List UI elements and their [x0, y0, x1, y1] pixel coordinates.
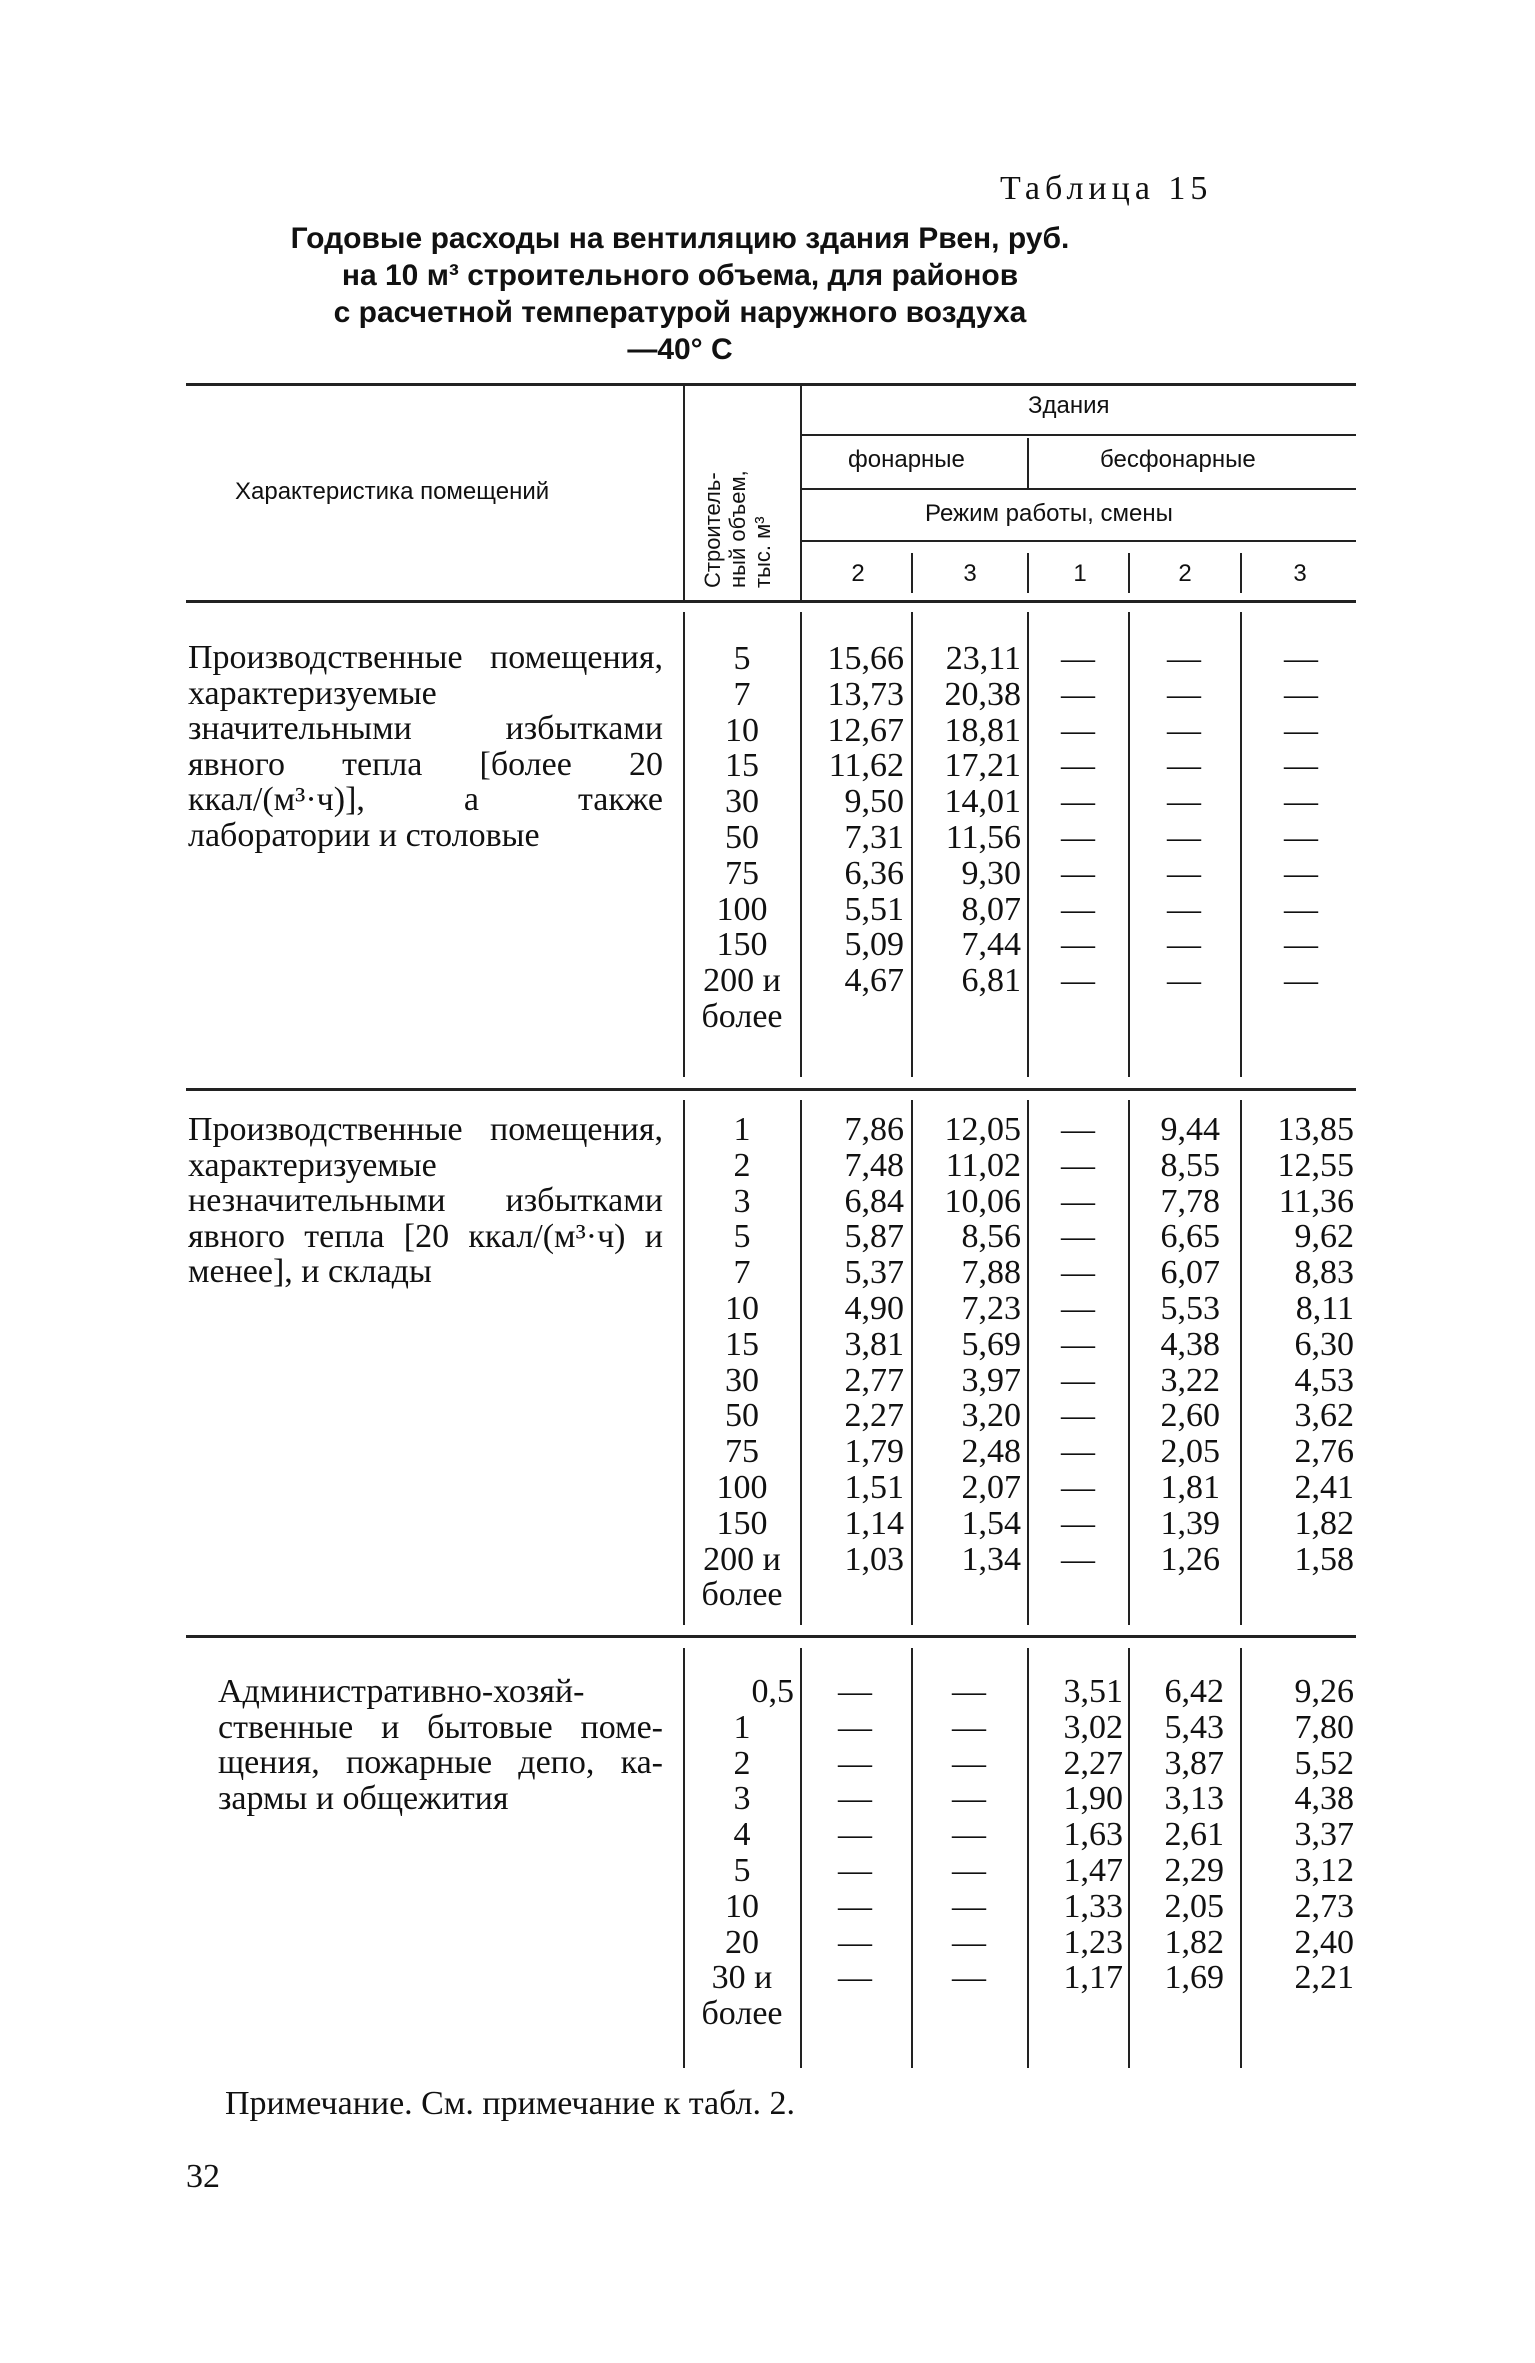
- value-cell: —: [1061, 1289, 1095, 1327]
- table-number: Таблица 15: [1000, 170, 1213, 207]
- value-cell: 1,33: [1063, 1887, 1123, 1925]
- section-1-divider-4: [1027, 612, 1029, 1077]
- volume-cell: 30: [725, 783, 759, 821]
- value-cell: —: [838, 1780, 872, 1818]
- header-no-lantern: бесфонарные: [1100, 446, 1256, 473]
- value-cell: —: [1061, 1111, 1095, 1148]
- value-cell: 2,41: [1294, 1468, 1354, 1506]
- section-rule-2: [186, 1635, 1356, 1638]
- value-cell: —: [1061, 1218, 1095, 1256]
- volume-cell: 3: [733, 1780, 751, 1818]
- table-note: Примечание. См. примечание к табл. 2.: [225, 2085, 795, 2122]
- section-3-divider-6: [1240, 1648, 1242, 2068]
- value-cell: 15,66: [827, 640, 904, 677]
- section-3-divider-1: [683, 1648, 685, 2068]
- value-cell: —: [1284, 926, 1318, 964]
- value-cell: 1,63: [1063, 1816, 1123, 1854]
- value-cell: —: [952, 1959, 986, 1997]
- section-1-divider-3: [911, 612, 913, 1077]
- header-divider-shift-4: [1240, 553, 1242, 593]
- section-3-divider-3: [911, 1648, 913, 2068]
- value-cell: 10,06: [944, 1182, 1021, 1220]
- value-cell: 5,53: [1160, 1289, 1220, 1327]
- value-cell: —: [1061, 1361, 1095, 1399]
- value-cell: —: [1284, 890, 1318, 928]
- value-cell: —: [1284, 747, 1318, 785]
- value-cell: 1,26: [1160, 1540, 1220, 1578]
- value-cell: 4,67: [844, 962, 904, 1000]
- volume-cell: 7: [733, 1254, 751, 1292]
- value-cell: 13,73: [827, 675, 904, 713]
- value-cell: 5,51: [844, 890, 904, 928]
- value-cell: 2,76: [1294, 1433, 1354, 1471]
- value-cell: 23,11: [945, 640, 1021, 677]
- value-cell: —: [1284, 854, 1318, 892]
- value-cell: 2,48: [961, 1433, 1021, 1471]
- value-cell: 7,86: [844, 1111, 904, 1148]
- value-cell: 7,31: [844, 818, 904, 856]
- value-cell: —: [1061, 1182, 1095, 1220]
- value-cell: 6,30: [1294, 1325, 1354, 1363]
- table-title-line-3: с расчетной температурой наружного воздуха: [333, 296, 1027, 329]
- section-1-divider-5: [1128, 612, 1130, 1077]
- value-cell: —: [1061, 854, 1095, 892]
- header-divider-shift-1: [911, 553, 913, 593]
- value-cell: —: [952, 1708, 986, 1746]
- volume-cell: 7: [733, 675, 751, 713]
- value-cell: 3,13: [1164, 1780, 1224, 1818]
- page-number: 32: [186, 2158, 220, 2195]
- header-shift-lantern-2: 2: [851, 560, 865, 587]
- value-cell: 2,27: [844, 1397, 904, 1435]
- value-cell: 2,77: [844, 1361, 904, 1399]
- value-cell: 8,83: [1294, 1254, 1354, 1292]
- value-cell: 5,52: [1294, 1744, 1354, 1782]
- value-cell: 3,02: [1063, 1708, 1123, 1746]
- value-cell: 7,80: [1294, 1708, 1354, 1746]
- value-cell: —: [1284, 818, 1318, 856]
- section-3-nolantern-2: [1134, 1674, 1224, 1996]
- value-cell: 2,29: [1164, 1851, 1224, 1889]
- section-2-nolantern-2: [1134, 1112, 1220, 1577]
- value-cell: —: [1061, 1146, 1095, 1184]
- value-cell: 3,51: [1063, 1673, 1123, 1710]
- header-rule-type: [800, 488, 1356, 490]
- volume-cell: 100: [716, 890, 768, 928]
- value-cell: 1,69: [1164, 1959, 1224, 1997]
- header-lantern: фонарные: [848, 446, 965, 473]
- value-cell: —: [1061, 1433, 1095, 1471]
- value-cell: —: [1061, 1468, 1095, 1506]
- header-divider-shift-3: [1128, 553, 1130, 593]
- volume-cell: 10: [725, 711, 759, 749]
- value-cell: 1,58: [1294, 1540, 1354, 1578]
- header-top-rule: [186, 383, 1356, 386]
- volume-cell: 1: [733, 1111, 751, 1148]
- value-cell: 4,38: [1160, 1325, 1220, 1363]
- volume-cell: более: [701, 1576, 783, 1614]
- volume-cell: 4: [733, 1816, 751, 1854]
- value-cell: —: [838, 1923, 872, 1961]
- section-rule-1: [186, 1088, 1356, 1091]
- value-cell: —: [1167, 711, 1201, 749]
- value-cell: —: [838, 1851, 872, 1889]
- value-cell: 1,39: [1160, 1504, 1220, 1542]
- header-buildings: Здания: [1028, 392, 1110, 419]
- value-cell: —: [1284, 640, 1318, 677]
- header-shift-nolantern-1: 1: [1073, 560, 1087, 587]
- volume-cell: 15: [725, 747, 759, 785]
- value-cell: 1,54: [961, 1504, 1021, 1542]
- value-cell: 2,27: [1063, 1744, 1123, 1782]
- value-cell: 5,87: [844, 1218, 904, 1256]
- section-2-divider-6: [1240, 1100, 1242, 1625]
- value-cell: 12,55: [1277, 1146, 1354, 1184]
- value-cell: 2,40: [1294, 1923, 1354, 1961]
- section-1-description: Производственные помещения, характеризуемые значительными избытками явного тепла [более 20 ккал/(м³·ч)], а также лаборатории и столовые: [188, 639, 663, 854]
- value-cell: —: [838, 1959, 872, 1997]
- value-cell: —: [838, 1673, 872, 1710]
- value-cell: —: [1061, 747, 1095, 785]
- table-title-line-1: Годовые расходы на вентиляцию здания Pвен, руб.: [290, 222, 1070, 255]
- value-cell: —: [952, 1780, 986, 1818]
- volume-cell: 10: [725, 1289, 759, 1327]
- volume-cell: 1: [733, 1708, 751, 1746]
- volume-cell: 20: [725, 1923, 759, 1961]
- value-cell: 3,87: [1164, 1744, 1224, 1782]
- volume-cell: 150: [716, 926, 768, 964]
- section-3-volumes: [690, 1674, 794, 2032]
- value-cell: 2,07: [961, 1468, 1021, 1506]
- value-cell: 14,01: [944, 783, 1021, 821]
- value-cell: —: [1061, 818, 1095, 856]
- section-2-divider-3: [911, 1100, 913, 1625]
- value-cell: —: [952, 1816, 986, 1854]
- volume-cell: 75: [725, 854, 759, 892]
- value-cell: 4,90: [844, 1289, 904, 1327]
- header-mode: Режим работы, смены: [925, 500, 1173, 527]
- section-3-description: Административно-хозяйственные и бытовые помещения, пожарные депо, казармы и общежития: [218, 1673, 663, 1817]
- value-cell: 9,62: [1294, 1218, 1354, 1256]
- header-divider-type: [1027, 438, 1029, 488]
- value-cell: —: [1167, 783, 1201, 821]
- section-1-divider-1: [683, 612, 685, 1077]
- volume-cell: 200 и: [703, 1540, 781, 1578]
- value-cell: —: [1284, 783, 1318, 821]
- section-3-nolantern-3: [1246, 1674, 1354, 1996]
- value-cell: 17,21: [944, 747, 1021, 785]
- value-cell: 2,60: [1160, 1397, 1220, 1435]
- volume-cell: 100: [716, 1468, 768, 1506]
- value-cell: 7,78: [1160, 1182, 1220, 1220]
- volume-cell: 75: [725, 1433, 759, 1471]
- section-1-nolantern-1: [1033, 641, 1123, 999]
- value-cell: 6,81: [961, 962, 1021, 1000]
- table-title-line-4: —40° С: [627, 333, 733, 366]
- value-cell: —: [1061, 926, 1095, 964]
- value-cell: 4,38: [1294, 1780, 1354, 1818]
- section-2-divider-4: [1027, 1100, 1029, 1625]
- value-cell: —: [1061, 890, 1095, 928]
- value-cell: —: [1061, 711, 1095, 749]
- value-cell: 6,65: [1160, 1218, 1220, 1256]
- value-cell: 11,62: [828, 747, 904, 785]
- header-shift-nolantern-2: 2: [1178, 560, 1192, 587]
- value-cell: —: [952, 1851, 986, 1889]
- section-2-lantern-2: [806, 1112, 904, 1577]
- table-title-line-2: на 10 м³ строительного объема, для районов: [341, 259, 1019, 292]
- value-cell: 6,42: [1164, 1673, 1224, 1710]
- value-cell: 9,30: [961, 854, 1021, 892]
- value-cell: 11,36: [1278, 1182, 1354, 1220]
- volume-cell: более: [701, 1995, 783, 2033]
- value-cell: —: [1061, 640, 1095, 677]
- value-cell: 4,53: [1294, 1361, 1354, 1399]
- value-cell: 3,97: [961, 1361, 1021, 1399]
- section-2-description: Производственные помещения, характеризуемые незначительными избытками явного тепла [20 ккал/(м³·ч) и менее], и склады: [188, 1111, 663, 1290]
- section-1-lantern-2: [806, 641, 904, 999]
- value-cell: 3,37: [1294, 1816, 1354, 1854]
- header-divider-1: [683, 385, 685, 600]
- volume-cell: 5: [733, 640, 751, 677]
- section-2-nolantern-1: [1033, 1112, 1123, 1577]
- value-cell: 1,23: [1063, 1923, 1123, 1961]
- section-1-divider-2: [800, 612, 802, 1077]
- section-3-nolantern-1: [1033, 1674, 1123, 1996]
- value-cell: 1,47: [1063, 1851, 1123, 1889]
- value-cell: —: [1284, 962, 1318, 1000]
- value-cell: 1,17: [1063, 1959, 1123, 1997]
- section-2-divider-5: [1128, 1100, 1130, 1625]
- value-cell: 9,26: [1294, 1673, 1354, 1710]
- header-shift-nolantern-3: 3: [1293, 560, 1307, 587]
- volume-cell: 150: [716, 1504, 768, 1542]
- value-cell: 7,23: [961, 1289, 1021, 1327]
- header-divider-shift-2: [1027, 553, 1029, 593]
- section-3-divider-5: [1128, 1648, 1130, 2068]
- volume-cell: 5: [733, 1851, 751, 1889]
- value-cell: 3,22: [1160, 1361, 1220, 1399]
- section-2-lantern-3: [917, 1112, 1021, 1577]
- value-cell: —: [1061, 1325, 1095, 1363]
- volume-cell: 30 и: [711, 1959, 773, 1997]
- value-cell: 12,67: [827, 711, 904, 749]
- section-2-divider-2: [800, 1100, 802, 1625]
- value-cell: —: [1284, 675, 1318, 713]
- volume-cell: 0,5: [751, 1673, 794, 1710]
- value-cell: 2,21: [1294, 1959, 1354, 1997]
- value-cell: —: [1167, 962, 1201, 1000]
- value-cell: 7,88: [961, 1254, 1021, 1292]
- value-cell: —: [1167, 747, 1201, 785]
- value-cell: 8,11: [1295, 1289, 1354, 1327]
- section-1-volumes: [690, 641, 794, 1035]
- value-cell: 1,82: [1294, 1504, 1354, 1542]
- value-cell: —: [1167, 818, 1201, 856]
- value-cell: 12,05: [944, 1111, 1021, 1148]
- value-cell: 6,84: [844, 1182, 904, 1220]
- section-2-divider-1: [683, 1100, 685, 1625]
- volume-cell: более: [701, 997, 783, 1035]
- value-cell: 20,38: [944, 675, 1021, 713]
- value-cell: 5,69: [961, 1325, 1021, 1363]
- value-cell: 7,44: [961, 926, 1021, 964]
- value-cell: —: [1061, 1397, 1095, 1435]
- section-1-lantern-3: [917, 641, 1021, 999]
- header-divider-2: [800, 385, 802, 600]
- volume-cell: 15: [725, 1325, 759, 1363]
- value-cell: 3,20: [961, 1397, 1021, 1435]
- section-3-divider-2: [800, 1648, 802, 2068]
- value-cell: 1,03: [844, 1540, 904, 1578]
- value-cell: —: [1061, 1504, 1095, 1542]
- value-cell: 3,81: [844, 1325, 904, 1363]
- value-cell: —: [838, 1744, 872, 1782]
- volume-cell: 2: [733, 1146, 751, 1184]
- value-cell: 11,56: [945, 818, 1021, 856]
- value-cell: —: [1167, 675, 1201, 713]
- section-2-volumes: [690, 1112, 794, 1613]
- section-2-nolantern-3: [1246, 1112, 1354, 1577]
- volume-cell: 50: [725, 1397, 759, 1435]
- value-cell: —: [838, 1887, 872, 1925]
- value-cell: 5,09: [844, 926, 904, 964]
- volume-cell: 2: [733, 1744, 751, 1782]
- value-cell: 2,05: [1164, 1887, 1224, 1925]
- section-1-nolantern-3: [1246, 641, 1356, 999]
- value-cell: 2,05: [1160, 1433, 1220, 1471]
- value-cell: —: [1061, 1254, 1095, 1292]
- value-cell: —: [1167, 854, 1201, 892]
- value-cell: —: [838, 1708, 872, 1746]
- value-cell: 13,85: [1277, 1111, 1354, 1148]
- value-cell: 3,12: [1294, 1851, 1354, 1889]
- value-cell: 6,36: [844, 854, 904, 892]
- volume-cell: 30: [725, 1361, 759, 1399]
- value-cell: 9,44: [1160, 1111, 1220, 1148]
- value-cell: —: [952, 1923, 986, 1961]
- value-cell: —: [1167, 640, 1201, 677]
- value-cell: 8,07: [961, 890, 1021, 928]
- value-cell: —: [1284, 711, 1318, 749]
- value-cell: 18,81: [944, 711, 1021, 749]
- section-1-divider-6: [1240, 612, 1242, 1077]
- value-cell: 8,55: [1160, 1146, 1220, 1184]
- value-cell: —: [1061, 1540, 1095, 1578]
- value-cell: 2,61: [1164, 1816, 1224, 1854]
- value-cell: —: [1061, 783, 1095, 821]
- value-cell: —: [1167, 890, 1201, 928]
- value-cell: 7,48: [844, 1146, 904, 1184]
- value-cell: 5,37: [844, 1254, 904, 1292]
- value-cell: —: [952, 1744, 986, 1782]
- volume-cell: 3: [733, 1182, 751, 1220]
- value-cell: —: [952, 1887, 986, 1925]
- header-shift-lantern-3: 3: [963, 560, 977, 587]
- volume-cell: 200 и: [703, 962, 781, 1000]
- header-volume: Строитель- ный объем, тыс. м³: [700, 470, 775, 588]
- volume-cell: 10: [725, 1887, 759, 1925]
- value-cell: 11,02: [945, 1146, 1021, 1184]
- value-cell: —: [952, 1673, 986, 1710]
- value-cell: 3,62: [1294, 1397, 1354, 1435]
- value-cell: 1,82: [1164, 1923, 1224, 1961]
- value-cell: 1,90: [1063, 1780, 1123, 1818]
- section-3-divider-4: [1027, 1648, 1029, 2068]
- value-cell: 6,07: [1160, 1254, 1220, 1292]
- header-characteristic: Характеристика помещений: [235, 478, 550, 505]
- header-bottom-rule: [186, 600, 1356, 603]
- header-rule-mode: [800, 540, 1356, 542]
- value-cell: —: [1061, 962, 1095, 1000]
- value-cell: —: [1061, 675, 1095, 713]
- value-cell: 1,14: [844, 1504, 904, 1542]
- volume-cell: 5: [733, 1218, 751, 1256]
- value-cell: 1,81: [1160, 1468, 1220, 1506]
- value-cell: 1,34: [961, 1540, 1021, 1578]
- header-rule-buildings: [800, 434, 1356, 436]
- value-cell: —: [1167, 926, 1201, 964]
- value-cell: 1,79: [844, 1433, 904, 1471]
- value-cell: 2,73: [1294, 1887, 1354, 1925]
- value-cell: 1,51: [844, 1468, 904, 1506]
- section-3-lantern-3: [917, 1674, 1021, 1996]
- section-3-lantern-2: [806, 1674, 904, 1996]
- volume-cell: 50: [725, 818, 759, 856]
- value-cell: —: [838, 1816, 872, 1854]
- value-cell: 5,43: [1164, 1708, 1224, 1746]
- section-1-nolantern-2: [1134, 641, 1234, 999]
- value-cell: 9,50: [844, 783, 904, 821]
- value-cell: 8,56: [961, 1218, 1021, 1256]
